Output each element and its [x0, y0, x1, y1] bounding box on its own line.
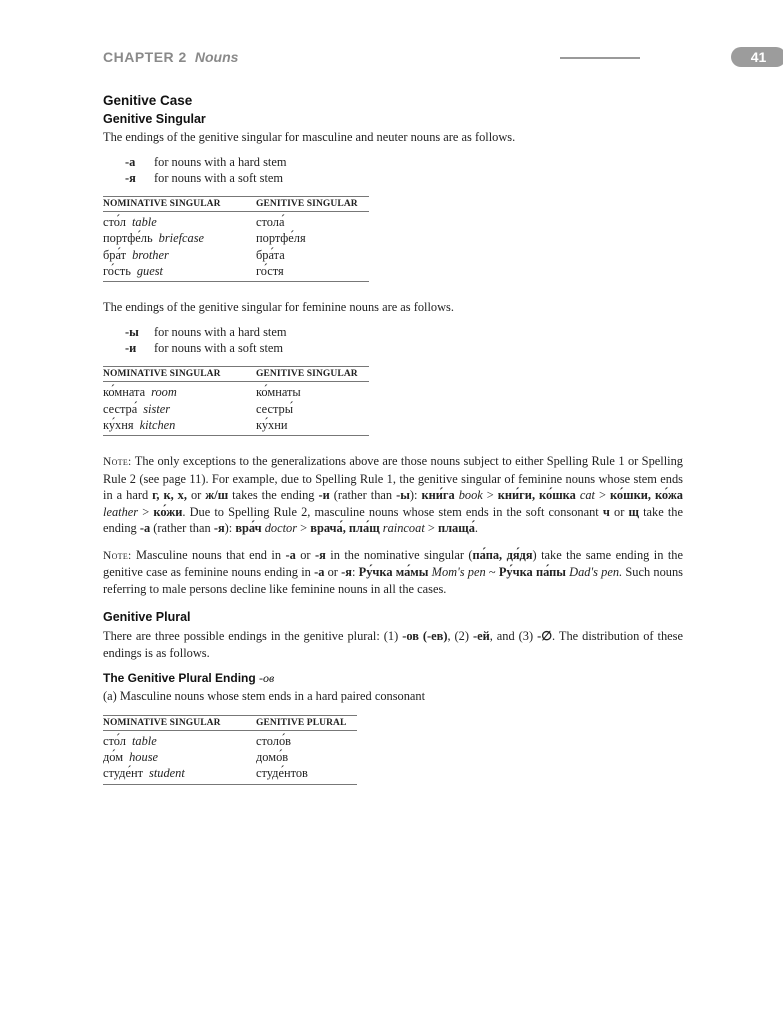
note-text: or: [324, 565, 342, 580]
table-feminine: [103, 366, 369, 436]
nom-word: го́сть: [103, 263, 131, 278]
note-text: or: [186, 488, 206, 503]
gloss: brother: [132, 247, 169, 262]
ending: -и: [125, 341, 137, 356]
gloss: sister: [143, 401, 171, 416]
ending: -а: [125, 154, 136, 169]
table-row: [103, 382, 369, 401]
gp-bold: -ов (-ев): [402, 629, 448, 644]
note-italic: doctor: [261, 521, 298, 536]
note-text: ):: [409, 488, 422, 503]
nom-word: сто́л: [103, 733, 126, 748]
chapter-number: CHAPTER 2: [103, 49, 187, 65]
table-row: [103, 247, 369, 263]
note-text: >: [297, 521, 311, 536]
note-bold: ко́шки, ко́жа: [609, 488, 683, 503]
table-row: [103, 212, 369, 231]
ending-row: [125, 340, 683, 356]
col-header: NOMINATIVE SINGULAR: [103, 367, 256, 382]
note-italic: raincoat: [379, 521, 425, 536]
table-row: [103, 401, 369, 417]
note-bold: щ: [628, 504, 639, 519]
nom-cell: [103, 749, 256, 765]
note-masculine-a-nouns: [103, 547, 683, 598]
gloss: house: [129, 750, 159, 765]
note-spelling-rules: [103, 453, 683, 537]
note-italic: Dad's pen.: [565, 565, 623, 580]
note-bold: -я: [213, 521, 225, 536]
nom-word: бра́т: [103, 247, 127, 262]
note-italic: Mom's pen: [428, 565, 486, 580]
note-text: .: [474, 521, 479, 536]
note-bold: -а: [139, 521, 151, 536]
note-text: >: [138, 504, 154, 519]
note-bold: вра́ч: [235, 521, 262, 536]
note-text: (rather than: [329, 488, 397, 503]
note-label: Note:: [103, 456, 132, 469]
table-row: [103, 765, 357, 784]
gen-cell: столо́в: [256, 733, 292, 748]
table-masc-neuter: [103, 196, 369, 282]
nom-word: сто́л: [103, 215, 126, 230]
note-text: ) take the same ending in the genitive case as feminine nouns ending in: [103, 547, 683, 580]
table-row: [103, 417, 369, 436]
heading-italic: -ов: [259, 671, 275, 686]
note-label: Note:: [103, 549, 132, 562]
ending-desc: for nouns with a soft stem: [154, 341, 284, 356]
gp-text: , and (3): [489, 629, 538, 644]
note-bold: -я: [314, 547, 326, 562]
note-text: . Due to Spelling Rule 2, masculine nouns whose stem ends in the soft consonant: [182, 504, 603, 519]
ending: -я: [125, 170, 136, 185]
note-italic: book: [454, 488, 483, 503]
gen-cell: ко́мнаты: [256, 385, 301, 400]
gen-cell: портфе́ля: [256, 231, 306, 246]
ending-list-masculine: [125, 154, 683, 187]
ending-desc: for nouns with a hard stem: [154, 324, 287, 339]
nom-word: до́м: [103, 750, 124, 765]
note-bold: Ру́чка ма́мы: [358, 565, 429, 580]
gen-cell: ку́хни: [256, 417, 369, 436]
heading-gp-ending-ov: [103, 670, 683, 686]
note-bold: Ру́чка па́пы: [498, 565, 566, 580]
note-text: (rather than: [150, 521, 214, 536]
gloss: student: [149, 766, 185, 781]
heading-text: The Genitive Plural Ending: [103, 671, 260, 686]
gen-cell: бра́та: [256, 247, 285, 262]
note-text: ~: [485, 565, 499, 580]
note-text: or: [609, 504, 629, 519]
ending-row: [125, 154, 683, 170]
page-content: [103, 92, 683, 785]
col-header: GENITIVE SINGULAR: [256, 197, 369, 212]
nom-word: ку́хня: [103, 417, 134, 432]
note-bold: г, к, х,: [152, 488, 187, 503]
heading-genitive-case: Genitive Case: [103, 93, 193, 108]
col-header: GENITIVE PLURAL: [256, 715, 357, 730]
ending-list-feminine: [125, 324, 683, 357]
ending-row: [125, 324, 683, 340]
gen-cell: домо́в: [256, 750, 289, 765]
ending-desc: for nouns with a soft stem: [154, 170, 284, 185]
table-header-row: [103, 715, 357, 730]
note-text: take the ending: [103, 504, 683, 536]
note-bold: па́па, дя́дя: [472, 547, 533, 562]
gp-bold: -ей: [472, 629, 490, 644]
ending-desc: for nouns with a hard stem: [154, 154, 287, 169]
note-bold: ж/ш: [205, 488, 229, 503]
ending-row: [125, 170, 683, 186]
nom-cell: [103, 765, 256, 784]
note-text: in the nominative singular (: [325, 547, 473, 562]
gen-cell: стола́: [256, 215, 285, 230]
gp-intro-paragraph: [103, 628, 683, 661]
page-number: 41: [731, 47, 783, 67]
note-text: >: [424, 521, 438, 536]
note-bold: ч: [602, 504, 610, 519]
note-text: The only exceptions to the generalizations above are those nouns subject to either Spelling Rule 1 or Spelling Rule 2 (see page 11). For example, due to Spelling Rule 1, the genitive singular of feminine nouns whose stem ends in a hard: [103, 454, 683, 503]
note-bold: -и: [318, 488, 330, 503]
heading-genitive-plural: Genitive Plural: [103, 610, 191, 625]
gp-text: , (2): [447, 629, 473, 644]
note-text: or: [295, 547, 315, 562]
note-bold: врача́, пла́щ: [310, 521, 380, 536]
gp-text: There are three possible endings in the genitive plural: (1): [103, 629, 403, 644]
table-row: [103, 730, 357, 749]
gloss: kitchen: [139, 417, 176, 432]
nom-cell: [103, 263, 256, 282]
table-genitive-plural: [103, 715, 357, 785]
table-header-row: [103, 197, 369, 212]
gp-text: . The distribution of these endings is as follows.: [103, 629, 683, 660]
nom-cell: [103, 247, 256, 263]
table-row: [103, 230, 369, 246]
nom-word: сестра́: [103, 401, 138, 416]
note-text: ):: [224, 521, 236, 536]
gloss: guest: [136, 263, 163, 278]
gloss: room: [151, 385, 177, 400]
note-text: takes the ending: [228, 488, 319, 503]
gen-cell: го́стя: [256, 263, 369, 282]
gs-fem-intro-paragraph: The endings of the genitive singular for feminine nouns are as follows.: [103, 300, 454, 315]
gloss: table: [131, 215, 157, 230]
note-bold: ко́жи: [153, 504, 183, 519]
note-bold: -а: [314, 565, 325, 580]
nom-cell: [103, 230, 256, 246]
nom-cell: [103, 382, 256, 401]
page-header: [103, 47, 767, 69]
chapter-label: [103, 49, 238, 65]
note-bold: кни́га: [421, 488, 455, 503]
note-text: :: [351, 565, 359, 580]
note-bold: -я: [341, 565, 352, 580]
table-header-row: [103, 367, 369, 382]
gp-bold: -∅: [537, 629, 553, 644]
note-text: Such nouns referring to male persons decline like feminine nouns in all the cases.: [103, 565, 683, 596]
table-row: [103, 749, 357, 765]
gloss: briefcase: [158, 231, 205, 246]
gs-intro-paragraph: The endings of the genitive singular for masculine and neuter nouns are as follows.: [103, 130, 516, 144]
gen-cell: сестры́: [256, 401, 294, 416]
note-italic: cat: [575, 488, 595, 503]
note-bold: плаща́: [437, 521, 475, 536]
nom-word: студе́нт: [103, 766, 144, 781]
gen-cell: студе́нтов: [256, 765, 357, 784]
nom-cell: [103, 417, 256, 436]
table-row: [103, 263, 369, 282]
gloss: table: [131, 733, 157, 748]
note-bold: -а: [285, 547, 296, 562]
col-header: NOMINATIVE SINGULAR: [103, 715, 256, 730]
note-text: Masculine nouns that end in: [131, 547, 286, 562]
note-bold: -ы: [396, 488, 410, 503]
gp-rule-a: (a) Masculine nouns whose stem ends in a hard paired consonant: [103, 689, 426, 704]
note-text: >: [482, 488, 498, 503]
ending: -ы: [125, 324, 139, 339]
note-italic: leather: [103, 504, 139, 519]
note-text: >: [594, 488, 610, 503]
col-header: NOMINATIVE SINGULAR: [103, 197, 256, 212]
header-rule: [560, 57, 640, 59]
nom-cell: [103, 212, 256, 231]
nom-word: ко́мната: [103, 385, 146, 400]
note-bold: кни́ги, ко́шка: [497, 488, 576, 503]
chapter-title: Nouns: [194, 49, 239, 65]
nom-cell: [103, 401, 256, 417]
nom-word: портфе́ль: [103, 231, 153, 246]
heading-genitive-singular: Genitive Singular: [103, 112, 206, 126]
nom-cell: [103, 730, 256, 749]
col-header: GENITIVE SINGULAR: [256, 367, 369, 382]
